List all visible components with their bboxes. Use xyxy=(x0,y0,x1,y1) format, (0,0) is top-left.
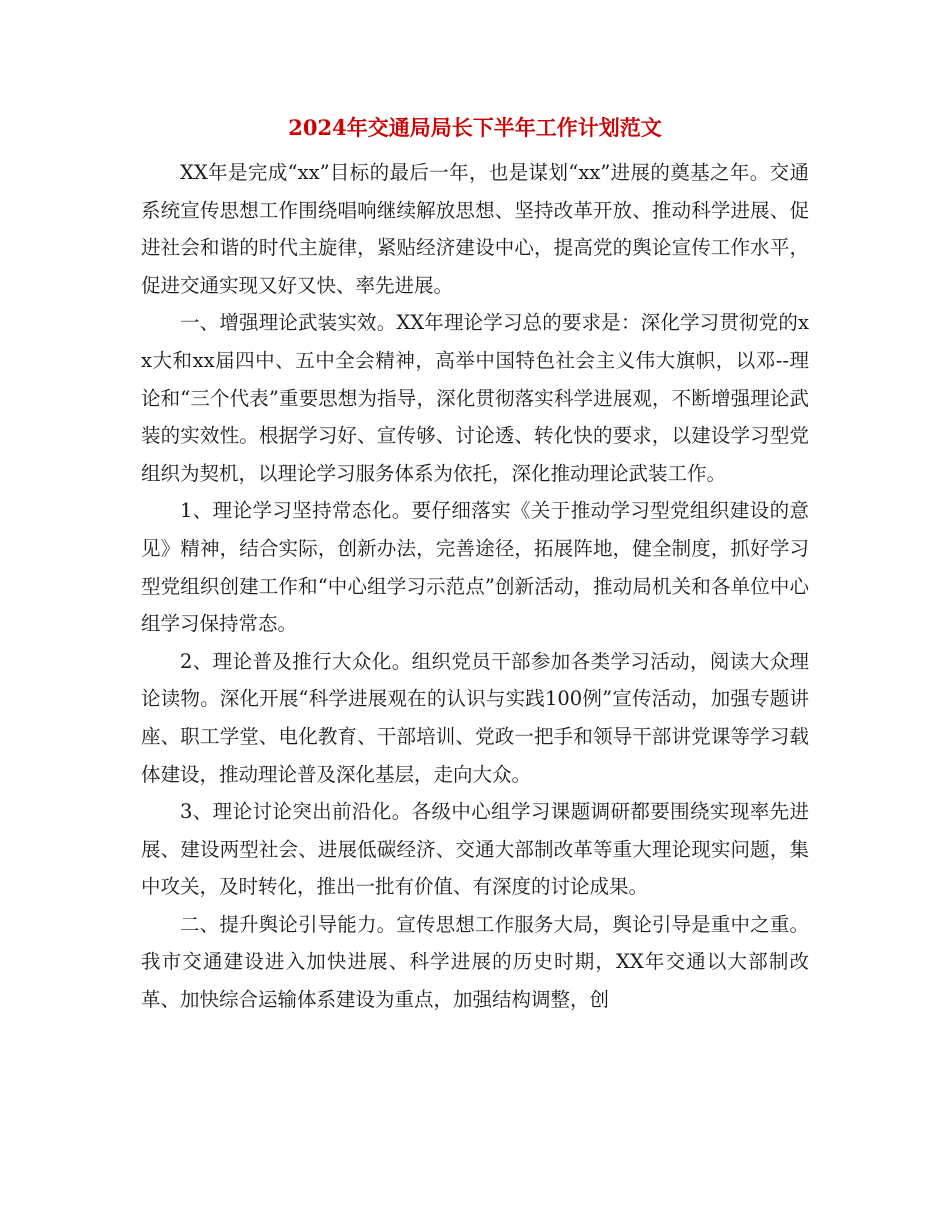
paragraph-item-1: 1、理论学习坚持常态化。要仔细落实《关于推动学习型党组织建设的意见》精神，结合实际，创新办法，完善途径，拓展阵地，健全制度，抓好学习型党组织创建工作和“中心组学习示范点”创新活动，推动局机关和各单位中心组学习保持常态。 xyxy=(141,499,809,636)
paragraph-intro: XX年是完成“xx”目标的最后一年，也是谋划“xx”进展的奠基之年。交通系统宣传思想工作围绕唱响继续解放思想、坚持改革开放、推动科学进展、促进社会和谐的时代主旋律，紧贴经济建设中心，提高党的舆论宣传工作水平，促进交通实现又好又快、率先进展。 xyxy=(141,161,809,297)
document-title: 2024年交通局局长下半年工作计划范文 xyxy=(288,115,662,140)
paragraph-section-2: 二、提升舆论引导能力。宣传思想工作服务大局，舆论引导是重中之重。我市交通建设进入加快进展、科学进展的历史时期，XX年交通以大部制改革、加快综合运输体系建设为重点，加强结构调整，创 xyxy=(141,912,809,1012)
document-body xyxy=(141,154,809,1019)
paragraph-item-2: 2、理论普及推行大众化。组织党员干部参加各类学习活动，阅读大众理论读物。深化开展“科学进展观在的认识与实践100例”宣传活动，加强专题讲座、职工学堂、电化教育、干部培训、党政一把手和领导干部讲党课等学习载体建设，推动理论普及深化基层，走向大众。 xyxy=(141,649,809,786)
paragraph-section-1: 一、增强理论武装实效。XX年理论学习总的要求是：深化学习贯彻党的xx大和xx届四中、五中全会精神，高举中国特色社会主义伟大旗帜，以邓--理论和“三个代表”重要思想为指导，深化贯彻落实科学进展观，不断增强理论武装的实效性。根据学习好、宣传够、讨论透、转化快的要求，以建设学习型党组织为契机，以理论学习服务体系为依托，深化推动理论武装工作。 xyxy=(141,311,809,485)
paragraph-item-3: 3、理论讨论突出前沿化。各级中心组学习课题调研都要围绕实现率先进展、建设两型社会、进展低碳经济、交通大部制改革等重大理论现实问题，集中攻关，及时转化，推出一批有价值、有深度的讨论成果。 xyxy=(141,800,809,899)
